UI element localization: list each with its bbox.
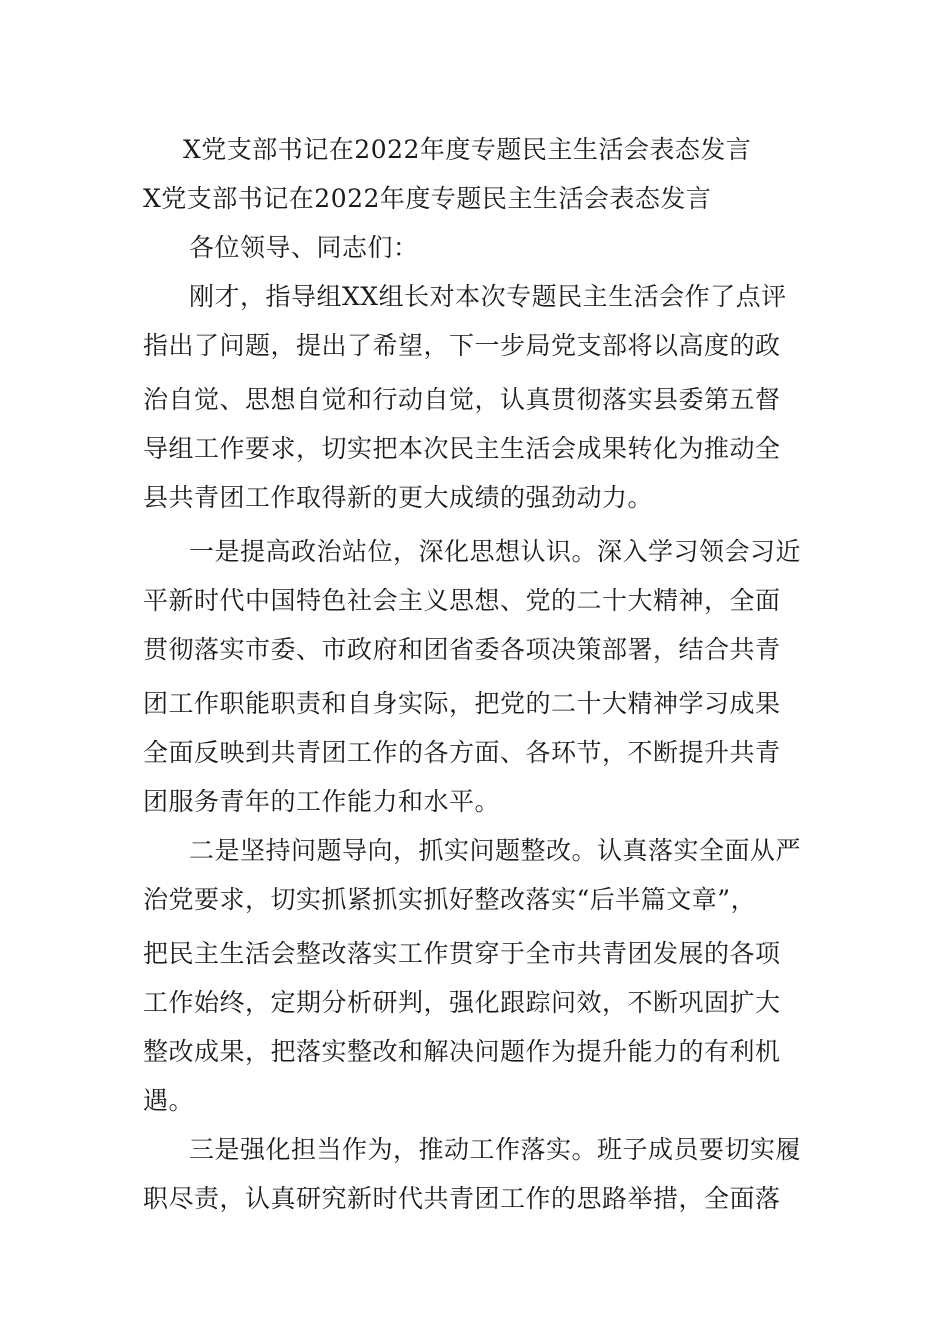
- paragraph-line: 治党要求，切实抓紧抓实抓好整改落实“后半篇文章”，: [143, 885, 757, 914]
- document-title: X党支部书记在2022年度专题民主生活会表态发言: [183, 135, 752, 164]
- paragraph-line: 县共青团工作取得新的更大成绩的强劲动力。: [143, 483, 654, 512]
- paragraph-line: 遇。: [143, 1086, 195, 1115]
- paragraph-line: 刚才，指导组XX组长对本次专题民主生活会作了点评: [189, 282, 787, 311]
- paragraph-line: 平新时代中国特色社会主义思想、党的二十大精神，全面: [143, 586, 781, 615]
- paragraph-line: 团工作职能职责和自身实际，把党的二十大精神学习成果: [143, 689, 781, 718]
- paragraph-line: 导组工作要求，切实把本次民主生活会成果转化为推动全: [143, 434, 781, 463]
- paragraph-line: 工作始终，定期分析研判，强化跟踪问效，不断巩固扩大: [143, 988, 781, 1017]
- paragraph-line: 一是提高政治站位，深化思想认识。深入学习领会习近: [189, 537, 802, 566]
- salutation: 各位领导、同志们：: [189, 233, 419, 262]
- paragraph-line: 全面反映到共青团工作的各方面、各环节，不断提升共青: [143, 738, 781, 767]
- paragraph-line: 二是坚持问题导向，抓实问题整改。认真落实全面从严: [189, 836, 802, 865]
- paragraph-line: 贯彻落实市委、市政府和团省委各项决策部署，结合共青: [143, 635, 781, 664]
- document-subtitle: X党支部书记在2022年度专题民主生活会表态发言: [143, 184, 712, 213]
- paragraph-line: 治自觉、思想自觉和行动自觉，认真贯彻落实县委第五督: [143, 385, 781, 414]
- paragraph-line: 把民主生活会整改落实工作贯穿于全市共青团发展的各项: [143, 939, 781, 968]
- paragraph-line: 整改成果，把落实整改和解决问题作为提升能力的有利机: [143, 1037, 781, 1066]
- paragraph-line: 指出了问题，提出了希望，下一步局党支部将以高度的政: [143, 331, 781, 360]
- paragraph-line: 三是强化担当作为，推动工作落实。班子成员要切实履: [189, 1135, 802, 1164]
- paragraph-line: 团服务青年的工作能力和水平。: [143, 787, 501, 816]
- paragraph-line: 职尽责，认真研究新时代共青团工作的思路举措，全面落: [143, 1184, 781, 1213]
